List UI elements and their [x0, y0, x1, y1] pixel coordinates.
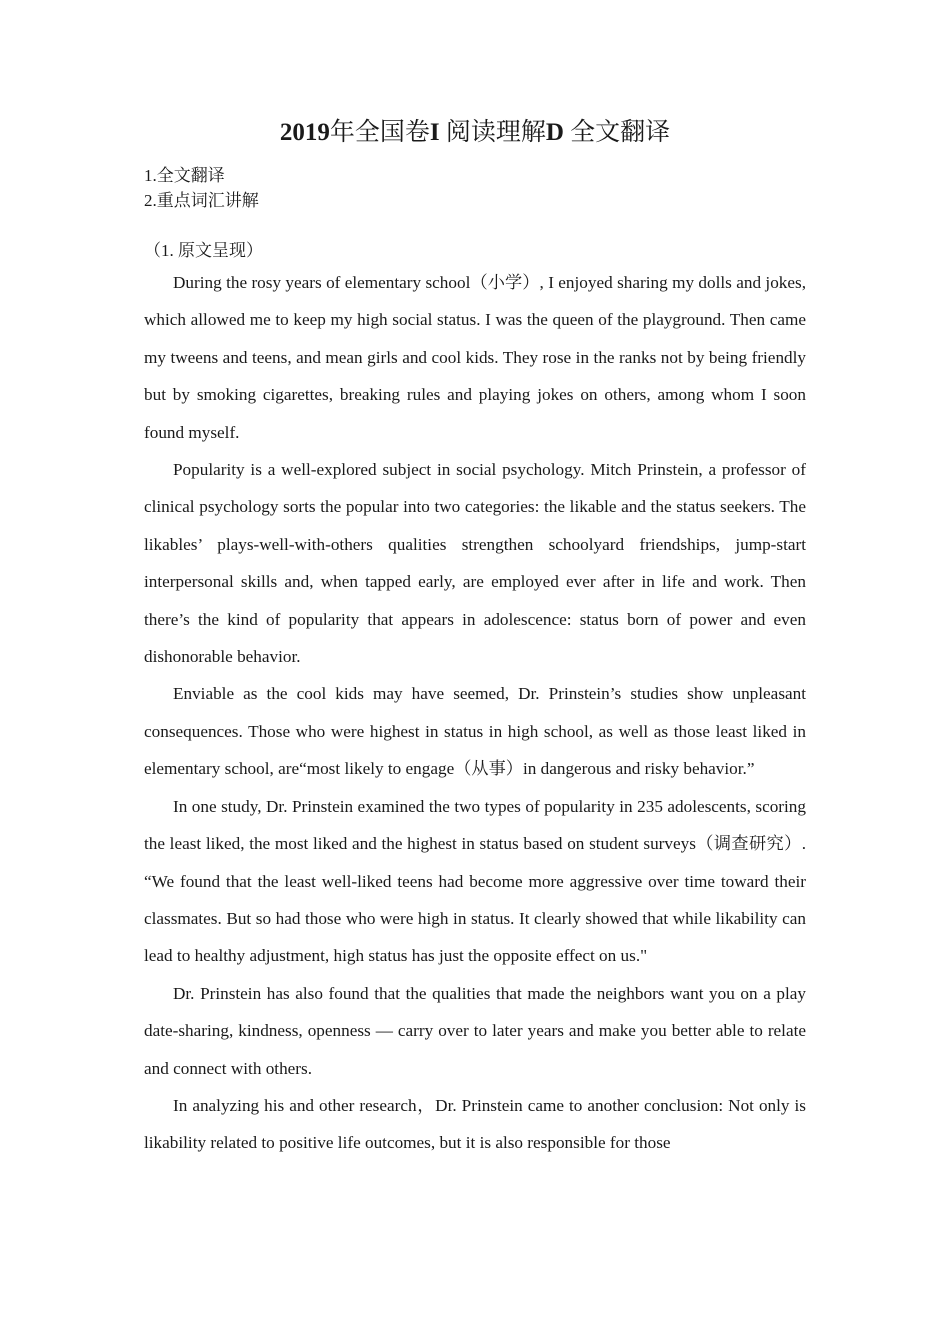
paragraph-6: In analyzing his and other research，Dr. Prinstein came to another conclusion: Not only is likability related to positive life outcomes, but it is also responsible for those	[144, 1095, 806, 1153]
title-text-part3: 全文翻译	[563, 119, 671, 146]
paragraph-2: Popularity is a well-explored subject in social psychology. Mitch Prinstein, a professor of clinical psychology sorts the popular into two categories: the likable and the status seekers. The likables’ plays-well-with-others qualities strengthen schoolyard friendships, jump-start interpersonal skills and, when tapped early, are employed ever after in life and work. Then there’s the kind of popularity that appears in adolescence: status born of power and even dishonorable behavior.	[144, 460, 806, 667]
title-text-part2: 阅读理解	[439, 119, 546, 146]
title-year: 2019	[279, 119, 330, 146]
original-text	[144, 264, 806, 1162]
toc-item-translation: 1.全文翻译	[144, 166, 225, 185]
page-title	[0, 116, 950, 150]
paragraph-3: Enviable as the cool kids may have seemed, Dr. Prinstein’s studies show unpleasant consequences. Those who were highest in status in high school, as well as those least liked in elementary school, are“most likely to engage（从事）in dangerous and risky behavior.”	[144, 684, 806, 779]
title-passage-letter: D	[545, 119, 564, 146]
title-text-part1: 年全国卷	[329, 119, 430, 146]
paragraph-1: During the rosy years of elementary school（小学）, I enjoyed sharing my dolls and jokes, which allowed me to keep my high social status. I was the queen of the playground. Then came my tweens and teens, and mean girls and cool kids. They rose in the ranks not by being friendly but by smoking cigarettes, breaking rules and playing jokes on others, among whom I soon found myself.	[144, 273, 806, 442]
table-of-contents	[144, 163, 259, 213]
title-roman-numeral: I	[429, 119, 440, 146]
paragraph-5: Dr. Prinstein has also found that the qualities that made the neighbors want you on a play date-sharing, kindness, openness — carry over to later years and make you better able to relate and connect with others.	[144, 983, 806, 1078]
paragraph-4: In one study, Dr. Prinstein examined the two types of popularity in 235 adolescents, scoring the least liked, the most liked and the highest in status based on student surveys（调查研究）. “We found that the least well-liked teens had become more aggressive over time toward their classmates. But so had those who were high in status. It clearly showed that while likability can lead to healthy adjustment, high status has just the opposite effect on us."	[144, 796, 806, 966]
toc-item-vocabulary: 2.重点词汇讲解	[144, 191, 259, 210]
section-label: （1. 原文呈现）	[144, 241, 263, 260]
